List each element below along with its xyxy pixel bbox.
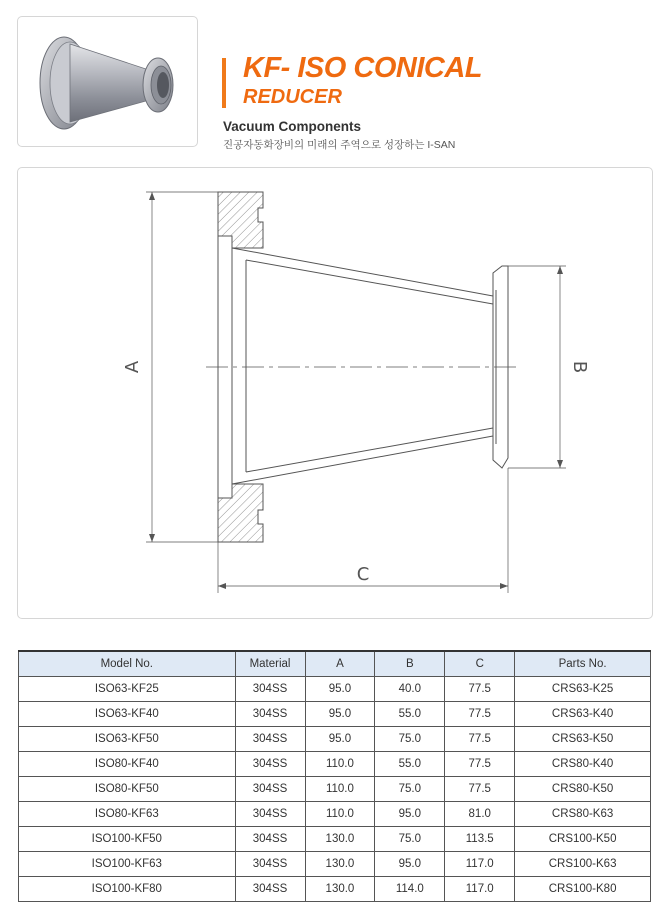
cell-c: 77.5 xyxy=(445,726,515,751)
cell-b: 114.0 xyxy=(375,876,445,901)
table-row xyxy=(19,726,651,751)
cell-parts: CRS80-K50 xyxy=(515,776,651,801)
cell-c: 77.5 xyxy=(445,676,515,701)
cell-material: 304SS xyxy=(235,751,305,776)
dimension-label-c: C xyxy=(356,564,370,585)
table-row xyxy=(19,776,651,801)
cell-model: ISO80-KF63 xyxy=(19,801,236,826)
cell-c: 77.5 xyxy=(445,776,515,801)
technical-drawing xyxy=(18,168,654,620)
cell-material: 304SS xyxy=(235,726,305,751)
cell-model: ISO63-KF25 xyxy=(19,676,236,701)
cell-c: 81.0 xyxy=(445,801,515,826)
header-material: Material xyxy=(235,651,305,676)
cell-b: 95.0 xyxy=(375,801,445,826)
table-row xyxy=(19,676,651,701)
table-row xyxy=(19,801,651,826)
cell-model: ISO100-KF63 xyxy=(19,851,236,876)
cell-parts: CRS100-K63 xyxy=(515,851,651,876)
cell-b: 75.0 xyxy=(375,826,445,851)
page-title-line2: REDUCER xyxy=(243,86,342,108)
cell-a: 95.0 xyxy=(305,701,375,726)
cell-material: 304SS xyxy=(235,676,305,701)
cell-parts: CRS63-K50 xyxy=(515,726,651,751)
cell-parts: CRS80-K63 xyxy=(515,801,651,826)
cell-model: ISO100-KF80 xyxy=(19,876,236,901)
technical-drawing-frame xyxy=(17,167,653,619)
table-header-row xyxy=(19,651,651,676)
cell-a: 110.0 xyxy=(305,776,375,801)
cell-parts: CRS63-K40 xyxy=(515,701,651,726)
cell-material: 304SS xyxy=(235,701,305,726)
dimension-label-b: B xyxy=(569,360,590,374)
cell-model: ISO63-KF40 xyxy=(19,701,236,726)
cell-model: ISO80-KF40 xyxy=(19,751,236,776)
cell-a: 110.0 xyxy=(305,801,375,826)
cell-a: 130.0 xyxy=(305,876,375,901)
section-subtitle: Vacuum Components xyxy=(223,119,362,134)
cell-c: 77.5 xyxy=(445,751,515,776)
dimension-label-a: A xyxy=(122,360,143,374)
cell-material: 304SS xyxy=(235,851,305,876)
cell-a: 95.0 xyxy=(305,726,375,751)
cell-a: 130.0 xyxy=(305,851,375,876)
product-photo-frame xyxy=(17,16,198,147)
cell-parts: CRS100-K80 xyxy=(515,876,651,901)
header-c: C xyxy=(445,651,515,676)
cell-b: 95.0 xyxy=(375,851,445,876)
cell-a: 95.0 xyxy=(305,676,375,701)
cell-parts: CRS63-K25 xyxy=(515,676,651,701)
table-row xyxy=(19,826,651,851)
page-title: KF- ISO CONICAL xyxy=(243,52,482,84)
cell-b: 40.0 xyxy=(375,676,445,701)
cell-b: 75.0 xyxy=(375,776,445,801)
cell-b: 55.0 xyxy=(375,751,445,776)
cell-material: 304SS xyxy=(235,876,305,901)
cell-material: 304SS xyxy=(235,826,305,851)
table-row xyxy=(19,751,651,776)
cell-material: 304SS xyxy=(235,776,305,801)
cell-a: 110.0 xyxy=(305,751,375,776)
spec-table xyxy=(18,650,651,902)
table-row xyxy=(19,851,651,876)
company-tagline: 진공자동화장비의 미래의 주역으로 성장하는 I-SAN xyxy=(223,139,456,151)
cell-parts: CRS100-K50 xyxy=(515,826,651,851)
cell-material: 304SS xyxy=(235,801,305,826)
cell-a: 130.0 xyxy=(305,826,375,851)
cell-b: 75.0 xyxy=(375,726,445,751)
cell-c: 117.0 xyxy=(445,851,515,876)
cell-parts: CRS80-K40 xyxy=(515,751,651,776)
table-row xyxy=(19,876,651,901)
title-accent-bar xyxy=(222,58,226,108)
cell-model: ISO80-KF50 xyxy=(19,776,236,801)
cell-c: 117.0 xyxy=(445,876,515,901)
header-b: B xyxy=(375,651,445,676)
header-parts-no: Parts No. xyxy=(515,651,651,676)
table-row xyxy=(19,701,651,726)
conical-reducer-photo xyxy=(18,17,199,148)
header-model-no: Model No. xyxy=(19,651,236,676)
cell-c: 113.5 xyxy=(445,826,515,851)
cell-model: ISO100-KF50 xyxy=(19,826,236,851)
cell-b: 55.0 xyxy=(375,701,445,726)
cell-c: 77.5 xyxy=(445,701,515,726)
header-a: A xyxy=(305,651,375,676)
cell-model: ISO63-KF50 xyxy=(19,726,236,751)
